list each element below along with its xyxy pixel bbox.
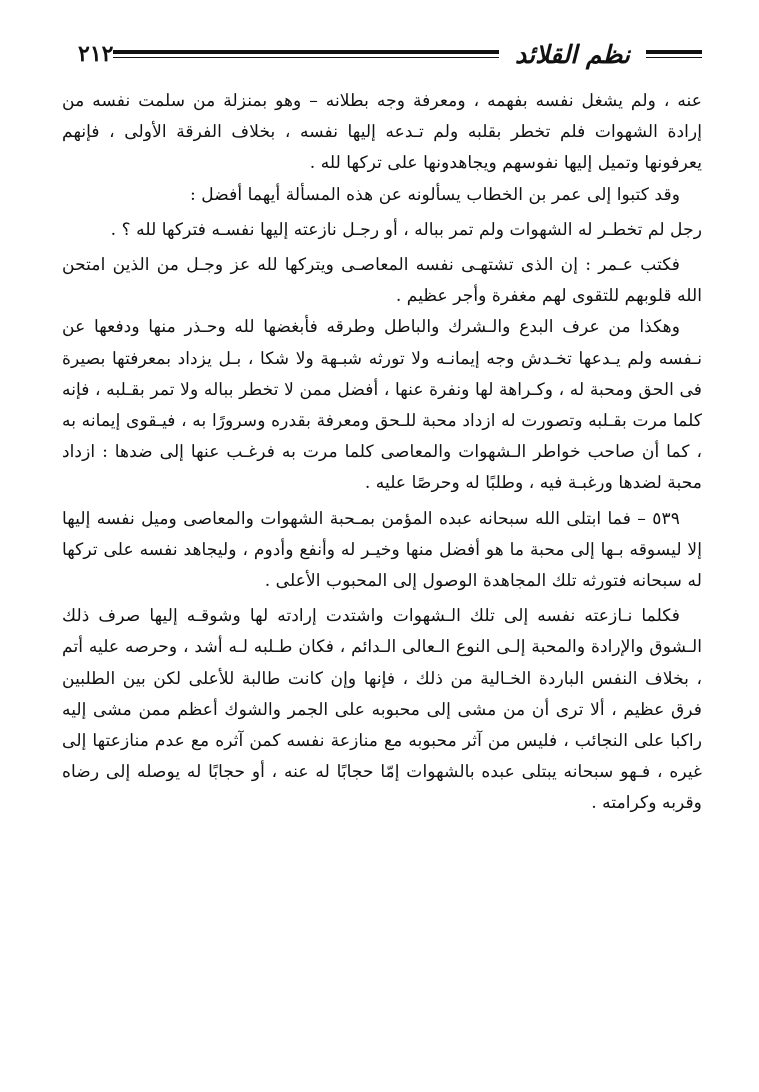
paragraph-6: ٥٣٩ – فما ابتلى الله سبحانه عبده المؤمن بمـحبة الشهوات والمعاصى وميل نفسه إليها إلا ليسوقه بـها إلى محبة ما هو أفضل منها وخيـر له وأنفع وأدوم ، وليجاهد نفسه على تركها له سبحانه فتورثه تلك المجاهدة الوصول إلى المحبوب الأعلى . bbox=[62, 508, 702, 592]
paragraph-5: وهكذا من عرف البدع والـشرك والباطل وطرقه فأبغضها لله وحـذر منها ودفعها عن نـفسه ولم يـدعها تخـدش وجه إيمانـه ولا تورثه شبـهة ولا شكا ، بـل يزداد بمعرفتها بصيرة فى الحق ومحبة له ، وكـراهة لها ونفرة عنها ، أفضل ممن لا تخطر بباله ولا تمر بقـلبه ، فإنه كلما مرت بقـلبه وتصورت له ازداد محبة للـحق ومعرفة بقدره وسرورًا به ، فيـقوى إيمانه به ، كما أن صاحب خواطر الـشهوات والمعاصى كلما مرت به فرغـب عنها إلى ضدها : ازداد محبة لضدها ورغبـة فيه ، وطلبًا له وحرصًا عليه . bbox=[62, 317, 702, 494]
paragraph-2: وقد كتبوا إلى عمر بن الخطاب يسألونه عن هذه المسألة أيهما أفضل : bbox=[189, 184, 680, 205]
header-rule-left bbox=[113, 50, 499, 58]
page-header bbox=[62, 34, 702, 74]
paragraph-3: رجل لم تخطـر له الشهوات ولم تمر بباله ، أو رجـل نازعته إليها نفسـه فتركها لله ؟ . bbox=[110, 219, 702, 240]
book-page bbox=[62, 34, 702, 1054]
running-title: نظم القلائد bbox=[514, 39, 630, 69]
page-number: ٢١٢ bbox=[78, 41, 114, 67]
paragraph-4: فكتب عـمر : إن الذى تشتهـى نفسه المعاصـى ويتركها لله عز وجـل من الذين امتحن الله قلوبهم للتقوى لهم مغفرة وأجر عظيم . bbox=[62, 255, 702, 307]
page-content bbox=[62, 86, 702, 820]
paragraph-1: عنه ، ولم يشغل نفسه بفهمه ، ومعرفة وجه بطلانه – وهو بمنزلة من سلمت نفسه من إرادة الشهوات فلم تخطر بقلبه ولم تـدعه إليها نفسه ، بخلاف الفرقة الأولى ، فإنهم يعرفونها وتميل إليها نفوسهم ويجاهدونها على تركها لله . bbox=[62, 91, 702, 174]
paragraph-7: فكلما نـازعته نفسه إلى تلك الـشهوات واشتدت إرادته لها وشوقـه إليها صرف ذلك الـشوق والإرادة والمحبة إلـى النوع الـعالى الـدائم ، فكان طـلبه لـه أشد ، وحرصه عليه أتم ، بخلاف النفس الباردة الخـالية من ذلك ، فإنها وإن كانت طالبة للأعلى لكن بين الطلبين فرق عظيم ، ألا ترى أن من مشى إلى محبوبه على الجمر والشوك أعظم ممن مشى إليه راكبا على النجائب ، فليس من آثر محبوبه مع منازعة نفسه كمن آثره مع عدم منازعتها إلى غيره ، فـهو سبحانه يبتلى عبده بالشهوات إمّا حجابًا له عنه ، أو حجابًا له يوصله إلى رضاه وقربه وكرامته . bbox=[62, 606, 702, 814]
header-rule-right bbox=[646, 50, 702, 58]
